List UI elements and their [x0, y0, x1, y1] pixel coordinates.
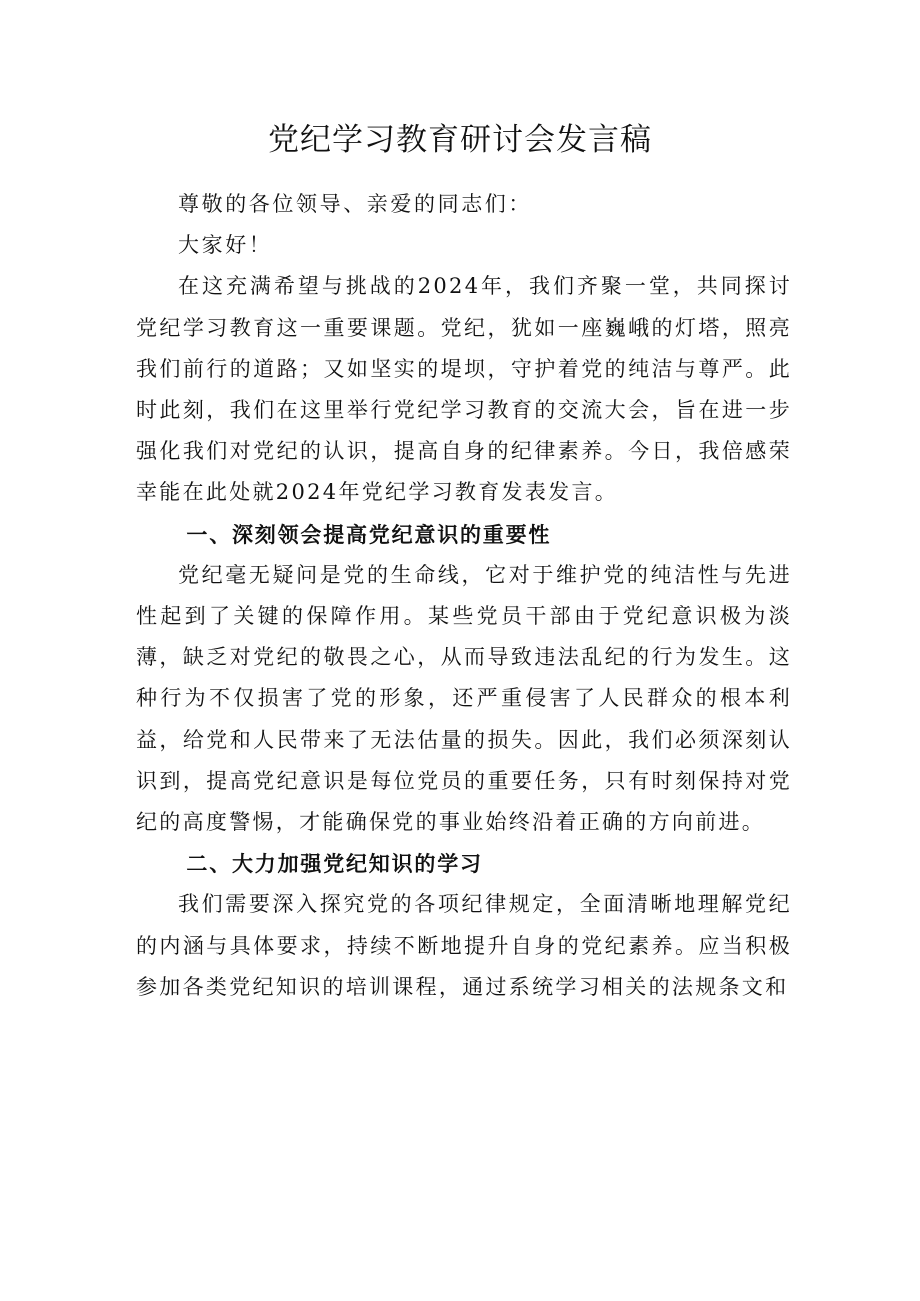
section-1-paragraph: 党纪毫无疑问是党的生命线，它对于维护党的纯洁性与先进性起到了关键的保障作用。某些党员干部由于党纪意识极为淡薄，缺乏对党纪的敬畏之心，从而导致违法乱纪的行为发生。这种行为不仅损害了党的形象，还严重侵害了人民群众的根本利益，给党和人民带来了无法估量的损失。因此，我们必须深刻认识到，提高党纪意识是每位党员的重要任务，只有时刻保持对党纪的高度警惕，才能确保党的事业始终沿着正确的方向前进。 — [136, 562, 792, 835]
document-title: 党纪学习教育研讨会发言稿 — [268, 122, 652, 158]
greeting: 大家好！ — [178, 233, 273, 258]
intro-paragraph: 在这充满希望与挑战的2024年，我们齐聚一堂，共同探讨党纪学习教育这一重要课题。党纪，犹如一座巍峨的灯塔，照亮我们前行的道路；又如坚实的堤坝，守护着党的纯洁与尊严。此时此刻，我们在这里举行党纪学习教育的交流大会，旨在进一步强化我们对党纪的认识，提高自身的纪律素养。今日，我倍感荣幸能在此处就2024年党纪学习教育发表发言。 — [136, 274, 792, 505]
section-2-heading: 二、大力加强党纪知识的学习 — [186, 851, 483, 877]
salutation: 尊敬的各位领导、亲爱的同志们： — [178, 192, 532, 216]
section-2-paragraph: 我们需要深入探究党的各项纪律规定，全面清晰地理解党纪的内涵与具体要求，持续不断地提升自身的党纪素养。应当积极参加各类党纪知识的培训课程，通过系统学习相关的法规条文和 — [136, 892, 792, 999]
section-1-heading: 一、深刻领会提高党纪意识的重要性 — [186, 521, 552, 547]
document-body — [136, 184, 792, 1008]
